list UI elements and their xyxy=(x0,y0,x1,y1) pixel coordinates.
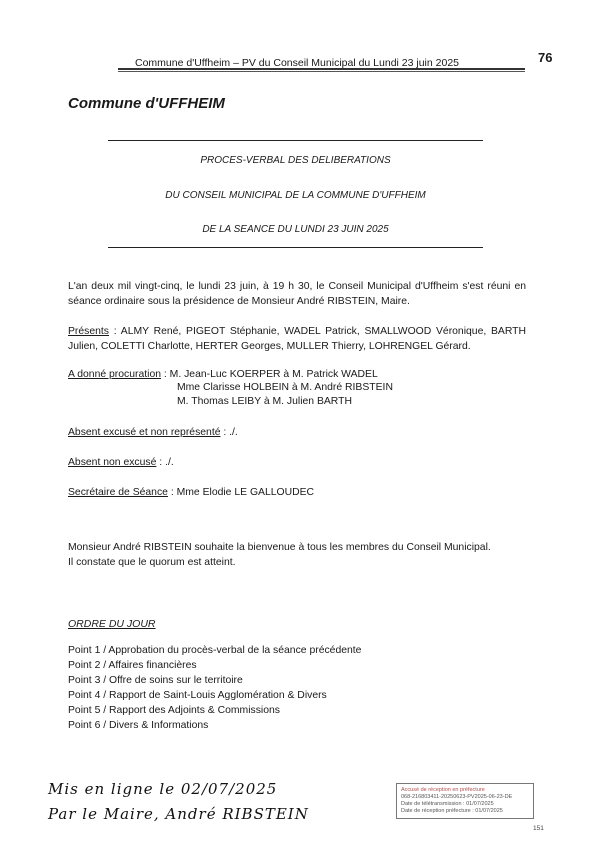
presents-label: Présents xyxy=(68,326,110,337)
stamp-line: Date de télétransmission : 01/07/2025 xyxy=(401,801,494,807)
quorum-line: Il constate que le quorum est atteint. xyxy=(68,557,236,568)
agenda-item: Point 5 / Rapport des Adjoints & Commissions xyxy=(68,705,280,716)
title-rule-top xyxy=(108,140,483,141)
absent-non-excuse-label: Absent non excusé xyxy=(68,457,157,468)
header-title: Commune d'Uffheim – PV du Conseil Municipal du Lundi 23 juin 2025 xyxy=(135,57,460,69)
stamp-line: Accusé de réception en préfecture xyxy=(401,787,485,793)
title-line-2: DU CONSEIL MUNICIPAL DE LA COMMUNE D'UFFHEIM xyxy=(165,190,426,201)
agenda-item: Point 2 / Affaires financières xyxy=(68,660,197,671)
title-line-3: DE LA SEANCE DU LUNDI 23 JUIN 2025 xyxy=(202,224,389,235)
absent-non-excuse-value: : ./. xyxy=(156,457,174,468)
page-number: 76 xyxy=(538,50,553,65)
procuration-label: A donné procuration xyxy=(68,369,162,380)
presents-paragraph xyxy=(68,324,526,354)
secretaire xyxy=(68,487,314,498)
stamp-line: Date de réception préfecture : 01/07/2025 xyxy=(401,808,503,814)
handwritten-signature-note: Par le Maire, André RIBSTEIN xyxy=(48,805,309,823)
procuration-item: Mme Clarisse HOLBEIN à M. André RIBSTEIN xyxy=(177,382,393,393)
agenda-item: Point 4 / Rapport de Saint-Louis Agglomération & Divers xyxy=(68,690,327,701)
absent-non-excuse xyxy=(68,457,174,468)
header-rule-thin xyxy=(118,71,525,72)
absent-excuse xyxy=(68,427,238,438)
header-rule xyxy=(118,68,525,70)
welcome-line: Monsieur André RIBSTEIN souhaite la bienvenue à tous les membres du Conseil Municipal. xyxy=(68,542,491,553)
prefecture-receipt-stamp xyxy=(396,783,534,819)
secretaire-label: Secrétaire de Séance xyxy=(68,487,168,498)
agenda-heading: ORDRE DU JOUR xyxy=(68,618,156,630)
stamp-number: 151 xyxy=(533,825,544,832)
stamp-line: 068-216803411-20250623-PV2025-06-23-DE xyxy=(401,794,513,800)
absent-excuse-label: Absent excusé et non représenté xyxy=(68,427,221,438)
secretaire-value: : Mme Elodie LE GALLOUDEC xyxy=(167,487,315,498)
title-rule-bottom xyxy=(108,247,483,248)
procuration-item: M. Thomas LEIBY à M. Julien BARTH xyxy=(177,396,352,407)
agenda-item: Point 6 / Divers & Informations xyxy=(68,720,209,731)
commune-title: Commune d'UFFHEIM xyxy=(68,95,225,112)
procuration-item: : M. Jean-Luc KOERPER à M. Patrick WADEL xyxy=(161,369,378,380)
handwritten-publication-note: Mis en ligne le 02/07/2025 xyxy=(48,780,278,798)
agenda-item: Point 3 / Offre de soins sur le territoire xyxy=(68,675,243,686)
procuration-line-1 xyxy=(68,369,378,380)
intro-paragraph: L'an deux mil vingt-cinq, le lundi 23 juin, à 19 h 30, le Conseil Municipal d'Uffheim s'est réuni en séance ordinaire sous la présidence de Monsieur André RIBSTEIN, Maire. xyxy=(68,281,526,307)
agenda-item: Point 1 / Approbation du procès-verbal de la séance précédente xyxy=(68,645,362,656)
presents-list: : ALMY René, PIGEOT Stéphanie, WADEL Patrick, SMALLWOOD Véronique, BARTH Julien, COLETTI Charlotte, HERTER Georges, MULLER Thierry, LOHRENGEL Gérard. xyxy=(68,326,526,352)
absent-excuse-value: : ./. xyxy=(220,427,238,438)
title-line-1: PROCES-VERBAL DES DELIBERATIONS xyxy=(200,155,391,166)
